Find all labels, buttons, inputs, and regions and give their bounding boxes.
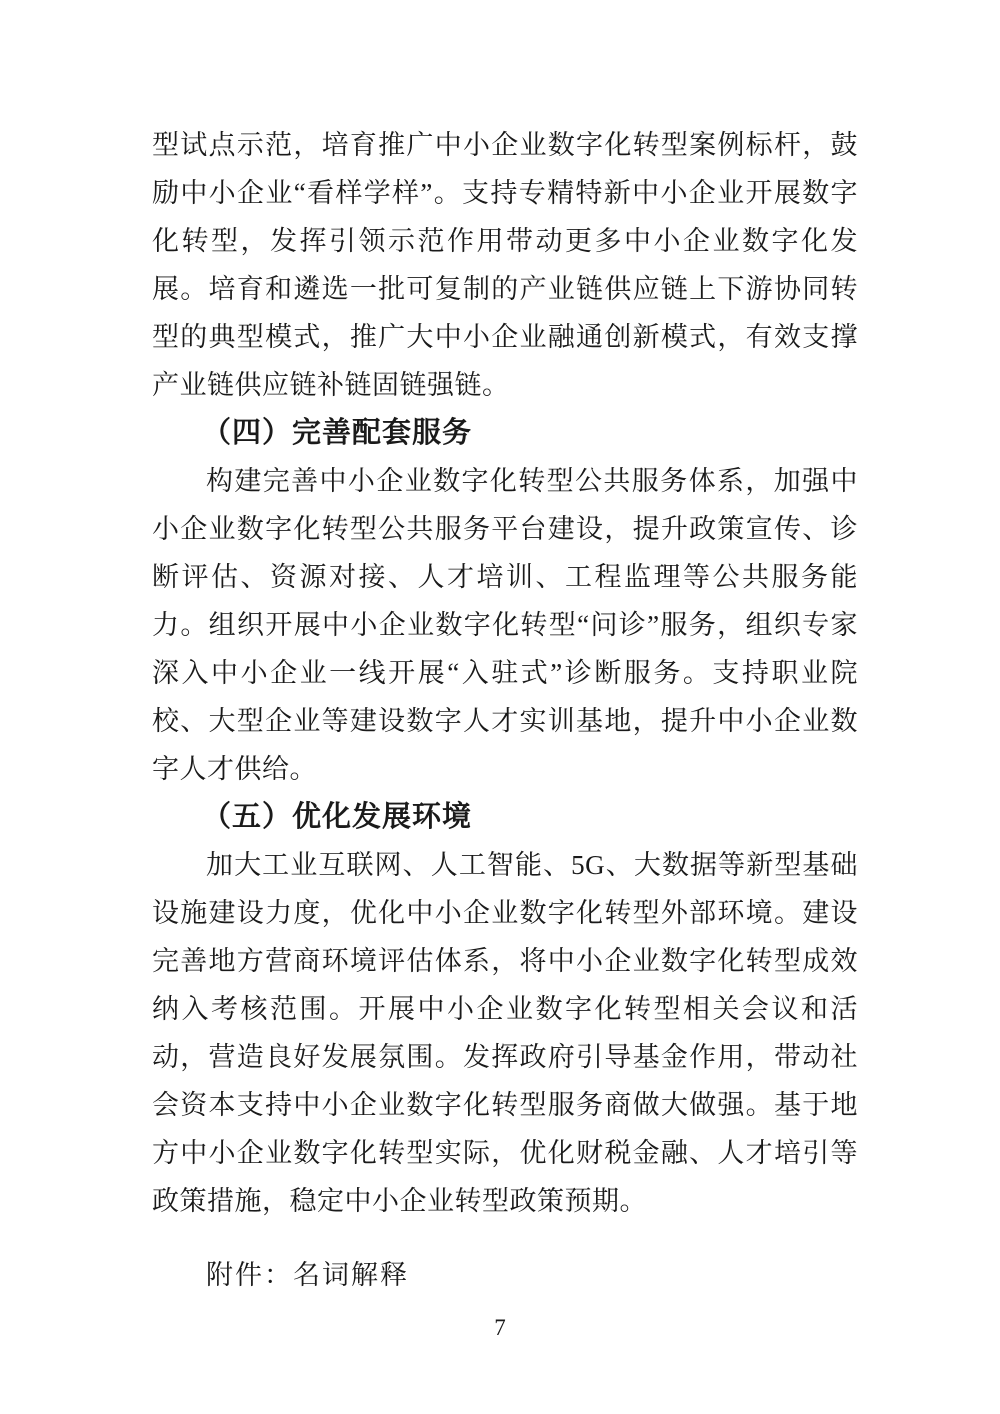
paragraph-section-5: 加大工业互联网、人工智能、5G、大数据等新型基础设施建设力度，优化中小企业数字化转型外部环境。建设完善地方营商环境评估体系，将中小企业数字化转型成效纳入考核范围。开展中小企业数字化转型相关会议和活动，营造良好发展氛围。发挥政府引导基金作用，带动社会资本支持中小企业数字化转型服务商做大做强。基于地方中小企业数字化转型实际，优化财税金融、人才培引等政策措施，稳定中小企业转型政策预期。 — [152, 850, 858, 1216]
paragraph-section-4: 构建完善中小企业数字化转型公共服务体系，加强中小企业数字化转型公共服务平台建设，提升政策宣传、诊断评估、资源对接、人才培训、工程监理等公共服务能力。组织开展中小企业数字化转型“问诊”服务，组织专家深入中小企业一线开展“入驻式”诊断服务。支持职业院校、大型企业等建设数字人才实训基地，提升中小企业数字人才供给。 — [152, 466, 858, 784]
attachment-note: 附件：名词解释 — [206, 1260, 409, 1290]
paragraph-continued: 型试点示范，培育推广中小企业数字化转型案例标杆，鼓励中小企业“看样学样”。支持专精特新中小企业开展数字化转型，发挥引领示范作用带动更多中小企业数字化发展。培育和遴选一批可复制的产业链供应链上下游协同转型的典型模式，推广大中小企业融通创新模式，有效支撑产业链供应链补链固链强链。 — [152, 130, 858, 400]
section-heading-4: （四）完善配套服务 — [202, 417, 473, 449]
page-number: 7 — [494, 1315, 506, 1340]
document-body — [152, 121, 858, 1299]
section-heading-5: （五）优化发展环境 — [202, 801, 473, 833]
